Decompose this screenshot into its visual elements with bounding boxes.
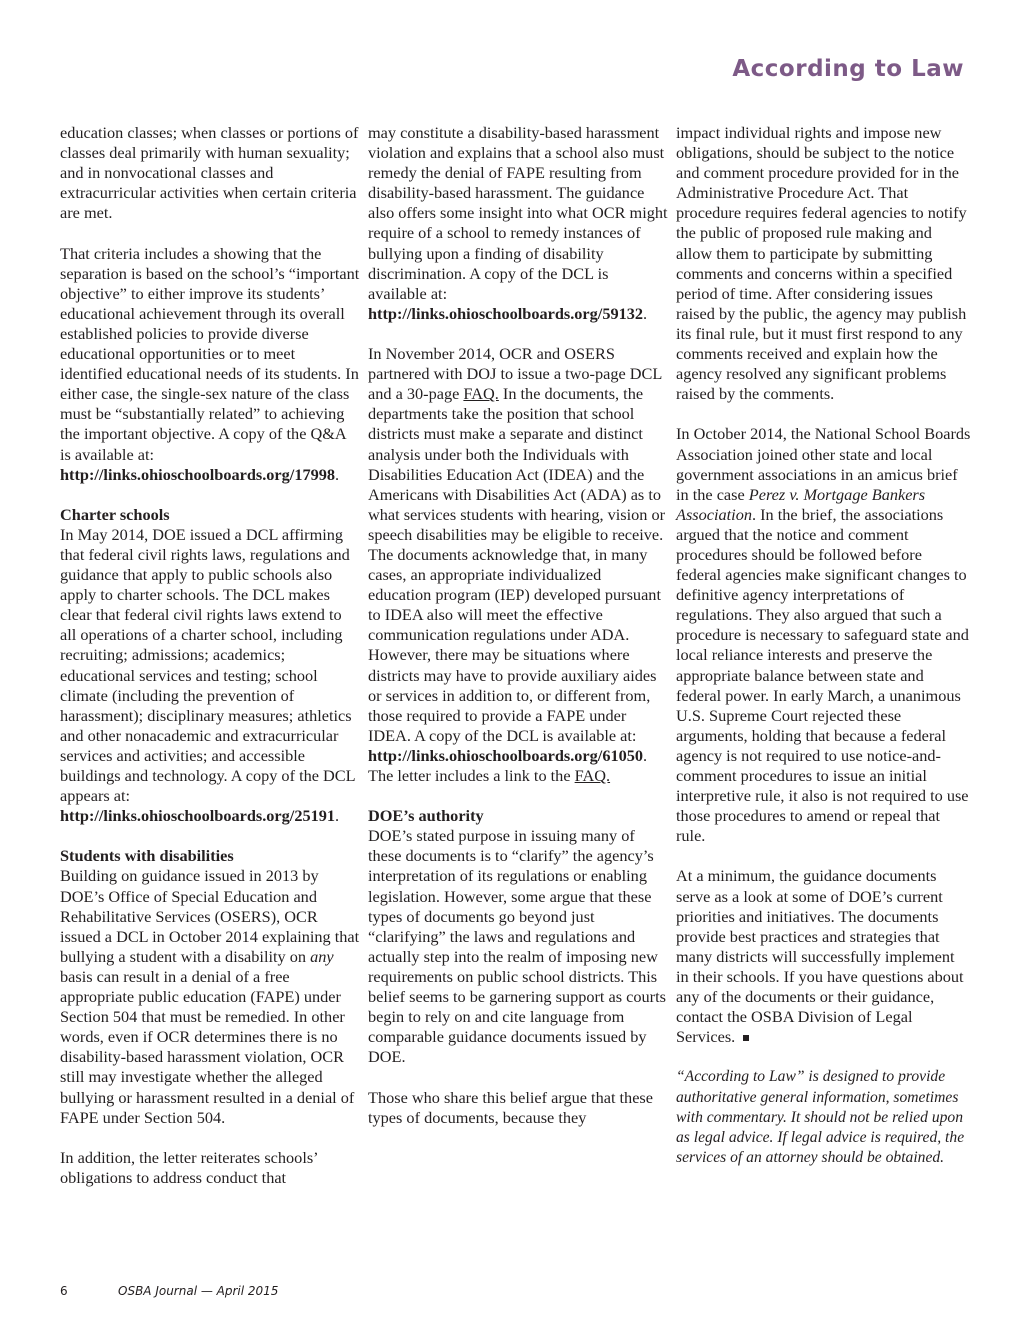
paragraph-text: At a minimum, the guidance documents serve as a look at some of DOE’s current priorities and initiatives. The documents provide best practices and strategies that many districts will successfully implement in their schools. If you have questions about any of the documents or their guidance, contact the OSBA Division of Legal Services. <box>676 866 964 1047</box>
page-footer <box>60 1284 278 1298</box>
paragraph: education classes; when classes or portions of classes deal primarily with human sexuality; and in nonvocational classes and extracurricular activities when certain criteria are met. <box>60 123 359 223</box>
paragraph: Those who share this belief argue that these types of documents, because they <box>368 1087 653 1127</box>
paragraph: impact individual rights and impose new obligations, should be subject to the notice and comment procedure provided for in the Administrative Procedure Act. That procedure requires federal agencies to notify the public of proposed rule making and allow them to participate by submitting comments and concerns within a specified period of time. After considering issues raised by the public, the agency may publish its final rule, but it must first respond to any comments received and explain how the agency resolved any significant problems raised by the comments. <box>676 123 967 404</box>
case-name: Perez v. Mortgage Bankers Association <box>676 484 926 524</box>
paragraph-text: In November 2014, OCR and OSERS partnered with DOJ to issue a two-page DCL and a 30-page <box>368 344 662 404</box>
link-faq[interactable]: FAQ. <box>574 766 611 785</box>
paragraph: In May 2014, DOE issued a DCL affirming that federal civil rights laws, regulations and guidance that apply to public schools also apply to charter schools. The DCL makes clear that federal civil rights laws extend to all operations of a charter school, including recruiting; admissions; academics; educational services and testing; school climate (including the prevention of harassment); disciplinary measures; athletics and other nonacademic and extracurricular services and activities; and accessible buildings and technology. A copy of the DCL appears at: http://links.ohioschoolboards.org/25191. <box>60 524 355 826</box>
heading-does-authority: DOE’s authority <box>368 806 484 826</box>
link-faq[interactable]: FAQ. <box>463 384 499 404</box>
paragraph <box>676 424 971 846</box>
paragraph: In addition, the letter reiterates schools’ obligations to address conduct that <box>60 1147 318 1187</box>
paragraph-text: In October 2014, the National School Boards Association joined other state and local government associations in an amicus brief in the case <box>676 424 971 504</box>
column-3 <box>676 123 971 1168</box>
paragraph-text: That criteria includes a showing that the separation is based on the school’s “important objective” to either improve its students’ educational achievement through its overall established policies to provide diverse educational opportunities or to meet identified educational needs of its students. In either case, the single-sex nature of the class must be “substantially related” to achieving the important objective. A copy of the Q&A is available at: <box>60 243 360 464</box>
column-1 <box>60 123 360 1188</box>
paragraph: That criteria includes a showing that the separation is based on the school’s “important objective” to either improve its students’ educational achievement through its overall established policies to provide diverse educational opportunities or to meet identified educational needs of its students. In either case, the single-sex nature of the class must be “substantially related” to achieving the important objective. A copy of the Q&A is available at: http://links.ohioschoolboards.org/17998. <box>60 243 360 484</box>
page-number: 6 <box>60 1284 68 1298</box>
paragraph-text: In May 2014, DOE issued a DCL affirming that federal civil rights laws, regulations and guidance that apply to public schools also apply to charter schools. The DCL makes clear that federal civil rights laws extend to all operations of a charter school, including recruiting; admissions; academics; educational services and testing; school climate (including the prevention of harassment); disciplinary measures; athletics and other nonacademic and extracurricular services and activities; and accessible buildings and technology. A copy of the DCL appears at: <box>60 524 355 806</box>
paragraph <box>60 866 360 1127</box>
publication-name: OSBA Journal — April 2015 <box>118 1284 279 1298</box>
end-mark-icon <box>743 1035 749 1041</box>
link-hearing-dcl[interactable]: http://links.ohioschoolboards.org/61050 <box>368 745 644 765</box>
paragraph <box>676 866 971 1047</box>
paragraph: DOE’s stated purpose in issuing many of these documents is to “clarify” the agency’s interpretation of its regulations or enabling legislation. However, some argue that these types of documents go beyond just “clarifying” the laws and regulations and actually step into the realm of imposing new requirements on public school districts. This belief seems to be garnering support as courts begin to rely on and cite language from comparable guidance documents issued by DOE. <box>368 826 666 1067</box>
column-2 <box>368 123 668 1128</box>
paragraph-text: may constitute a disability-based harassment violation and explains that a school also must remedy the denial of FAPE resulting from disability-based harassment. The guidance also offers some insight into what OCR might require of a school to remedy instances of bullying upon a finding of disability discrimination. A copy of the DCL is available at: <box>368 123 668 303</box>
emphasis: any <box>310 946 334 966</box>
disclaimer: “According to Law” is designed to provide authoritative general information, sometimes with commentary. It should not be relied upon as legal advice. If legal advice is required, the services of an attorney should be obtained. <box>676 1068 965 1166</box>
link-charter-dcl[interactable]: http://links.ohioschoolboards.org/25191 <box>60 806 336 826</box>
link-qa[interactable]: http://links.ohioschoolboards.org/17998 <box>60 464 336 484</box>
paragraph-text: In the documents, the departments take the position that school districts must make a separate and distinct analysis under both the Individuals with Disabilities Education Act (IDEA) and the Americans with Disabilities Act (ADA) as to what services students with hearing, vision or speech disabilities may be eligible to receive. The documents acknowledge that, in many cases, an appropriate individualized education program (IEP) developed pursuant to IDEA also will meet the effective communication regulations under ADA. However, there may be situations where districts may have to provide auxiliary aides or services in addition to, or different from, those required to provide a FAPE under IDEA. A copy of the DCL is available at: <box>368 384 666 745</box>
heading-charter-schools: Charter schools <box>60 504 170 524</box>
heading-students-with-disabilities: Students with disabilities <box>60 846 234 866</box>
paragraph: may constitute a disability-based harassment violation and explains that a school also must remedy the denial of FAPE resulting from disability-based harassment. The guidance also offers some insight into what OCR might require of a school to remedy instances of bullying upon a finding of disability discrimination. A copy of the DCL is available at: http://links.ohioschoolboards.org/59132. <box>368 123 668 323</box>
section-title: According to Law <box>732 56 964 82</box>
paragraph-text: basis can result in a denial of a free appropriate public education (FAPE) under Section 504 that must be remedied. In other words, even if OCR determines there is no disability-based harassment violation, OCR still may investigate whether the alleged bullying or harassment resulted in a denial of FAPE under Section 504. <box>60 966 355 1127</box>
paragraph-text: Building on guidance issued in 2013 by DOE’s Office of Special Education and Rehabilitative Services (OSERS), OCR issued a DCL in October 2014 explaining that bullying a student with a disability on <box>60 866 360 966</box>
link-disability-dcl[interactable]: http://links.ohioschoolboards.org/59132 <box>368 303 644 323</box>
paragraph <box>368 344 668 786</box>
paragraph-text: . In the brief, the associations argued that the notice and comment procedures should be followed before federal agencies make significant changes to definitive agency interpretations of regulations. They also argued that such a procedure is necessary to safeguard state and local reliance interests and preserve the appropriate balance between state and federal power. In early March, a unanimous U.S. Supreme Court rejected these arguments, holding that because a federal agency is not required to use notice-and-comment procedures to issue an initial interpretive rule, it also is not required to use those procedures to amend or repeal that rule. <box>676 504 969 846</box>
paragraph-text: . The letter includes a link to the <box>368 745 648 785</box>
